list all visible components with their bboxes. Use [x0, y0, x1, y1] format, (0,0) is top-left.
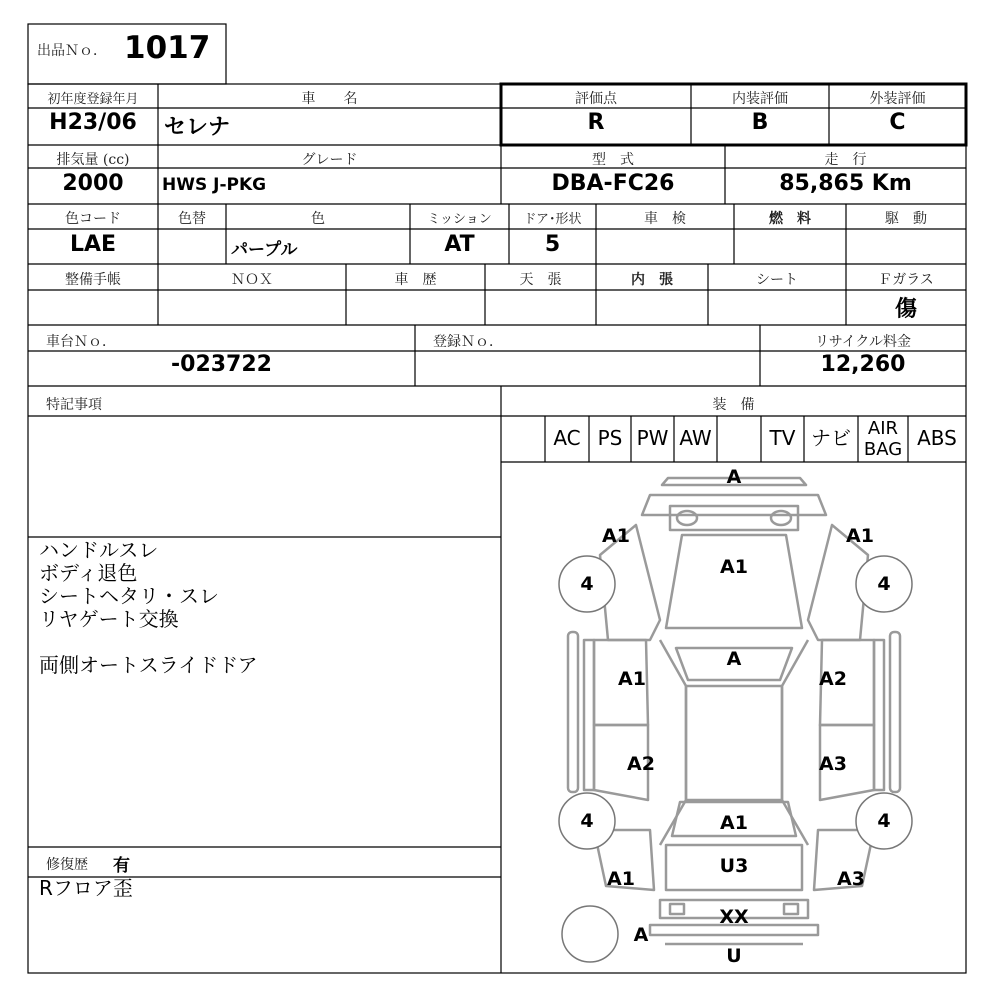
- equipment-aw: AW: [679, 426, 712, 450]
- nox-label: ＮＯＸ: [231, 272, 273, 288]
- note-line: 両側オートスライドドア: [39, 653, 258, 677]
- mark-back-door: U3: [719, 855, 749, 877]
- equipment-label: 装 備: [712, 397, 755, 413]
- drive-label: 駆 動: [885, 211, 927, 227]
- mark-front-right-fender: A1: [846, 525, 874, 547]
- mark-rear-left-tire: 4: [580, 810, 594, 832]
- fuel-label: 燃 料: [769, 211, 811, 227]
- front-glass-value: 傷: [894, 297, 917, 322]
- color-label: 色: [311, 211, 325, 227]
- mark-front-left-door: A1: [618, 668, 646, 690]
- equipment-tv: TV: [769, 426, 796, 450]
- lot-number: 1017: [124, 30, 211, 66]
- mark-hood: A1: [720, 556, 748, 578]
- displacement-value: 2000: [62, 171, 124, 196]
- displacement-label: 排気量 (cc): [56, 152, 130, 168]
- note-line: ハンドルスレ: [39, 538, 159, 562]
- equipment-navi: ナビ: [811, 426, 851, 450]
- grade-value: HWS J-PKG: [162, 175, 267, 195]
- mark-rear-left-door: A2: [627, 753, 655, 775]
- door-shape-label: ドア･形状: [523, 212, 582, 227]
- mark-front-bumper: A: [726, 466, 742, 488]
- equipment-ac: AC: [553, 426, 581, 450]
- exterior-grade-label: 外装評価: [869, 91, 926, 107]
- spare-tire: [562, 906, 618, 962]
- mark-rear-glass: A1: [720, 812, 748, 834]
- interior-trim-label: 内 張: [631, 272, 673, 288]
- roof-shape: [686, 686, 782, 800]
- vehicle-history-label: 車 歴: [394, 272, 437, 288]
- mark-roof-front: A: [726, 648, 742, 670]
- headliner-label: 天 張: [519, 272, 562, 288]
- note-line: リヤゲート交換: [39, 607, 179, 631]
- chassis-number-label: 車台Ｎｏ．: [46, 334, 116, 350]
- mark-rear-left-quarter: A1: [607, 868, 635, 890]
- equipment-ps: PS: [597, 426, 623, 450]
- car-name-value: セレナ: [164, 115, 231, 140]
- hood-shape: [666, 535, 802, 628]
- mark-rear-bottom: U: [726, 945, 742, 967]
- exterior-grade-value: C: [889, 110, 906, 135]
- door-shape-value: 5: [544, 232, 561, 257]
- equipment-pw: PW: [636, 426, 669, 450]
- color-code-label: 色コード: [65, 211, 121, 227]
- equipment-abs: ABS: [917, 426, 957, 450]
- note-line: シートヘタリ・スレ: [39, 584, 219, 608]
- registration-number-label: 登録Ｎｏ．: [433, 334, 503, 350]
- front-glass-label: Ｆガラス: [878, 272, 934, 288]
- color-code-value: LAE: [69, 232, 117, 257]
- model-code-value: DBA-FC26: [551, 171, 675, 196]
- repair-detail: Rフロア歪: [39, 876, 133, 900]
- score-label: 評価点: [575, 91, 617, 107]
- recycle-fee-label: リサイクル料金: [814, 334, 912, 350]
- mission-label: ミッション: [427, 212, 492, 227]
- model-code-label: 型 式: [592, 152, 634, 168]
- chassis-number-value: -023722: [171, 352, 272, 377]
- recycle-fee-value: 12,260: [820, 352, 906, 377]
- seat-label: シート: [756, 272, 798, 288]
- grade-label: グレード: [301, 152, 358, 168]
- color-value: パープル: [231, 240, 298, 260]
- mark-front-right-door: A2: [819, 668, 847, 690]
- note-line: ボディ退色: [39, 561, 138, 585]
- interior-grade-value: B: [751, 110, 769, 135]
- inspection-label: 車 検: [644, 211, 686, 227]
- lot-number-label: 出品Ｎｏ．: [37, 43, 107, 59]
- score-value: R: [587, 110, 605, 135]
- mileage-value: 85,865 Km: [779, 171, 912, 196]
- mark-rear-bumper: XX: [719, 906, 749, 928]
- mark-front-left-tire: 4: [580, 573, 594, 595]
- mark-front-right-tire: 4: [877, 573, 891, 595]
- mark-spare-area: A: [633, 924, 649, 946]
- first-registration-value: H23/06: [49, 110, 137, 135]
- repair-history-label: 修復歴: [46, 857, 88, 873]
- mileage-label: 走 行: [824, 152, 867, 168]
- notes-label: 特記事項: [46, 397, 102, 413]
- mark-rear-right-tire: 4: [877, 810, 891, 832]
- interior-grade-label: 内装評価: [732, 91, 788, 107]
- first-registration-label: 初年度登録年月: [47, 92, 139, 107]
- equipment-airbag: AIR BAG: [863, 418, 903, 460]
- mark-front-left-fender: A1: [602, 525, 630, 547]
- maintenance-record-label: 整備手帳: [65, 272, 121, 288]
- car-name-label: 車 名: [301, 91, 358, 107]
- mark-rear-right-quarter: A3: [837, 868, 865, 890]
- mission-value: AT: [444, 232, 475, 257]
- mark-rear-right-door: A3: [819, 753, 847, 775]
- color-change-label: 色替: [178, 211, 206, 227]
- repair-history-value: 有: [113, 856, 130, 876]
